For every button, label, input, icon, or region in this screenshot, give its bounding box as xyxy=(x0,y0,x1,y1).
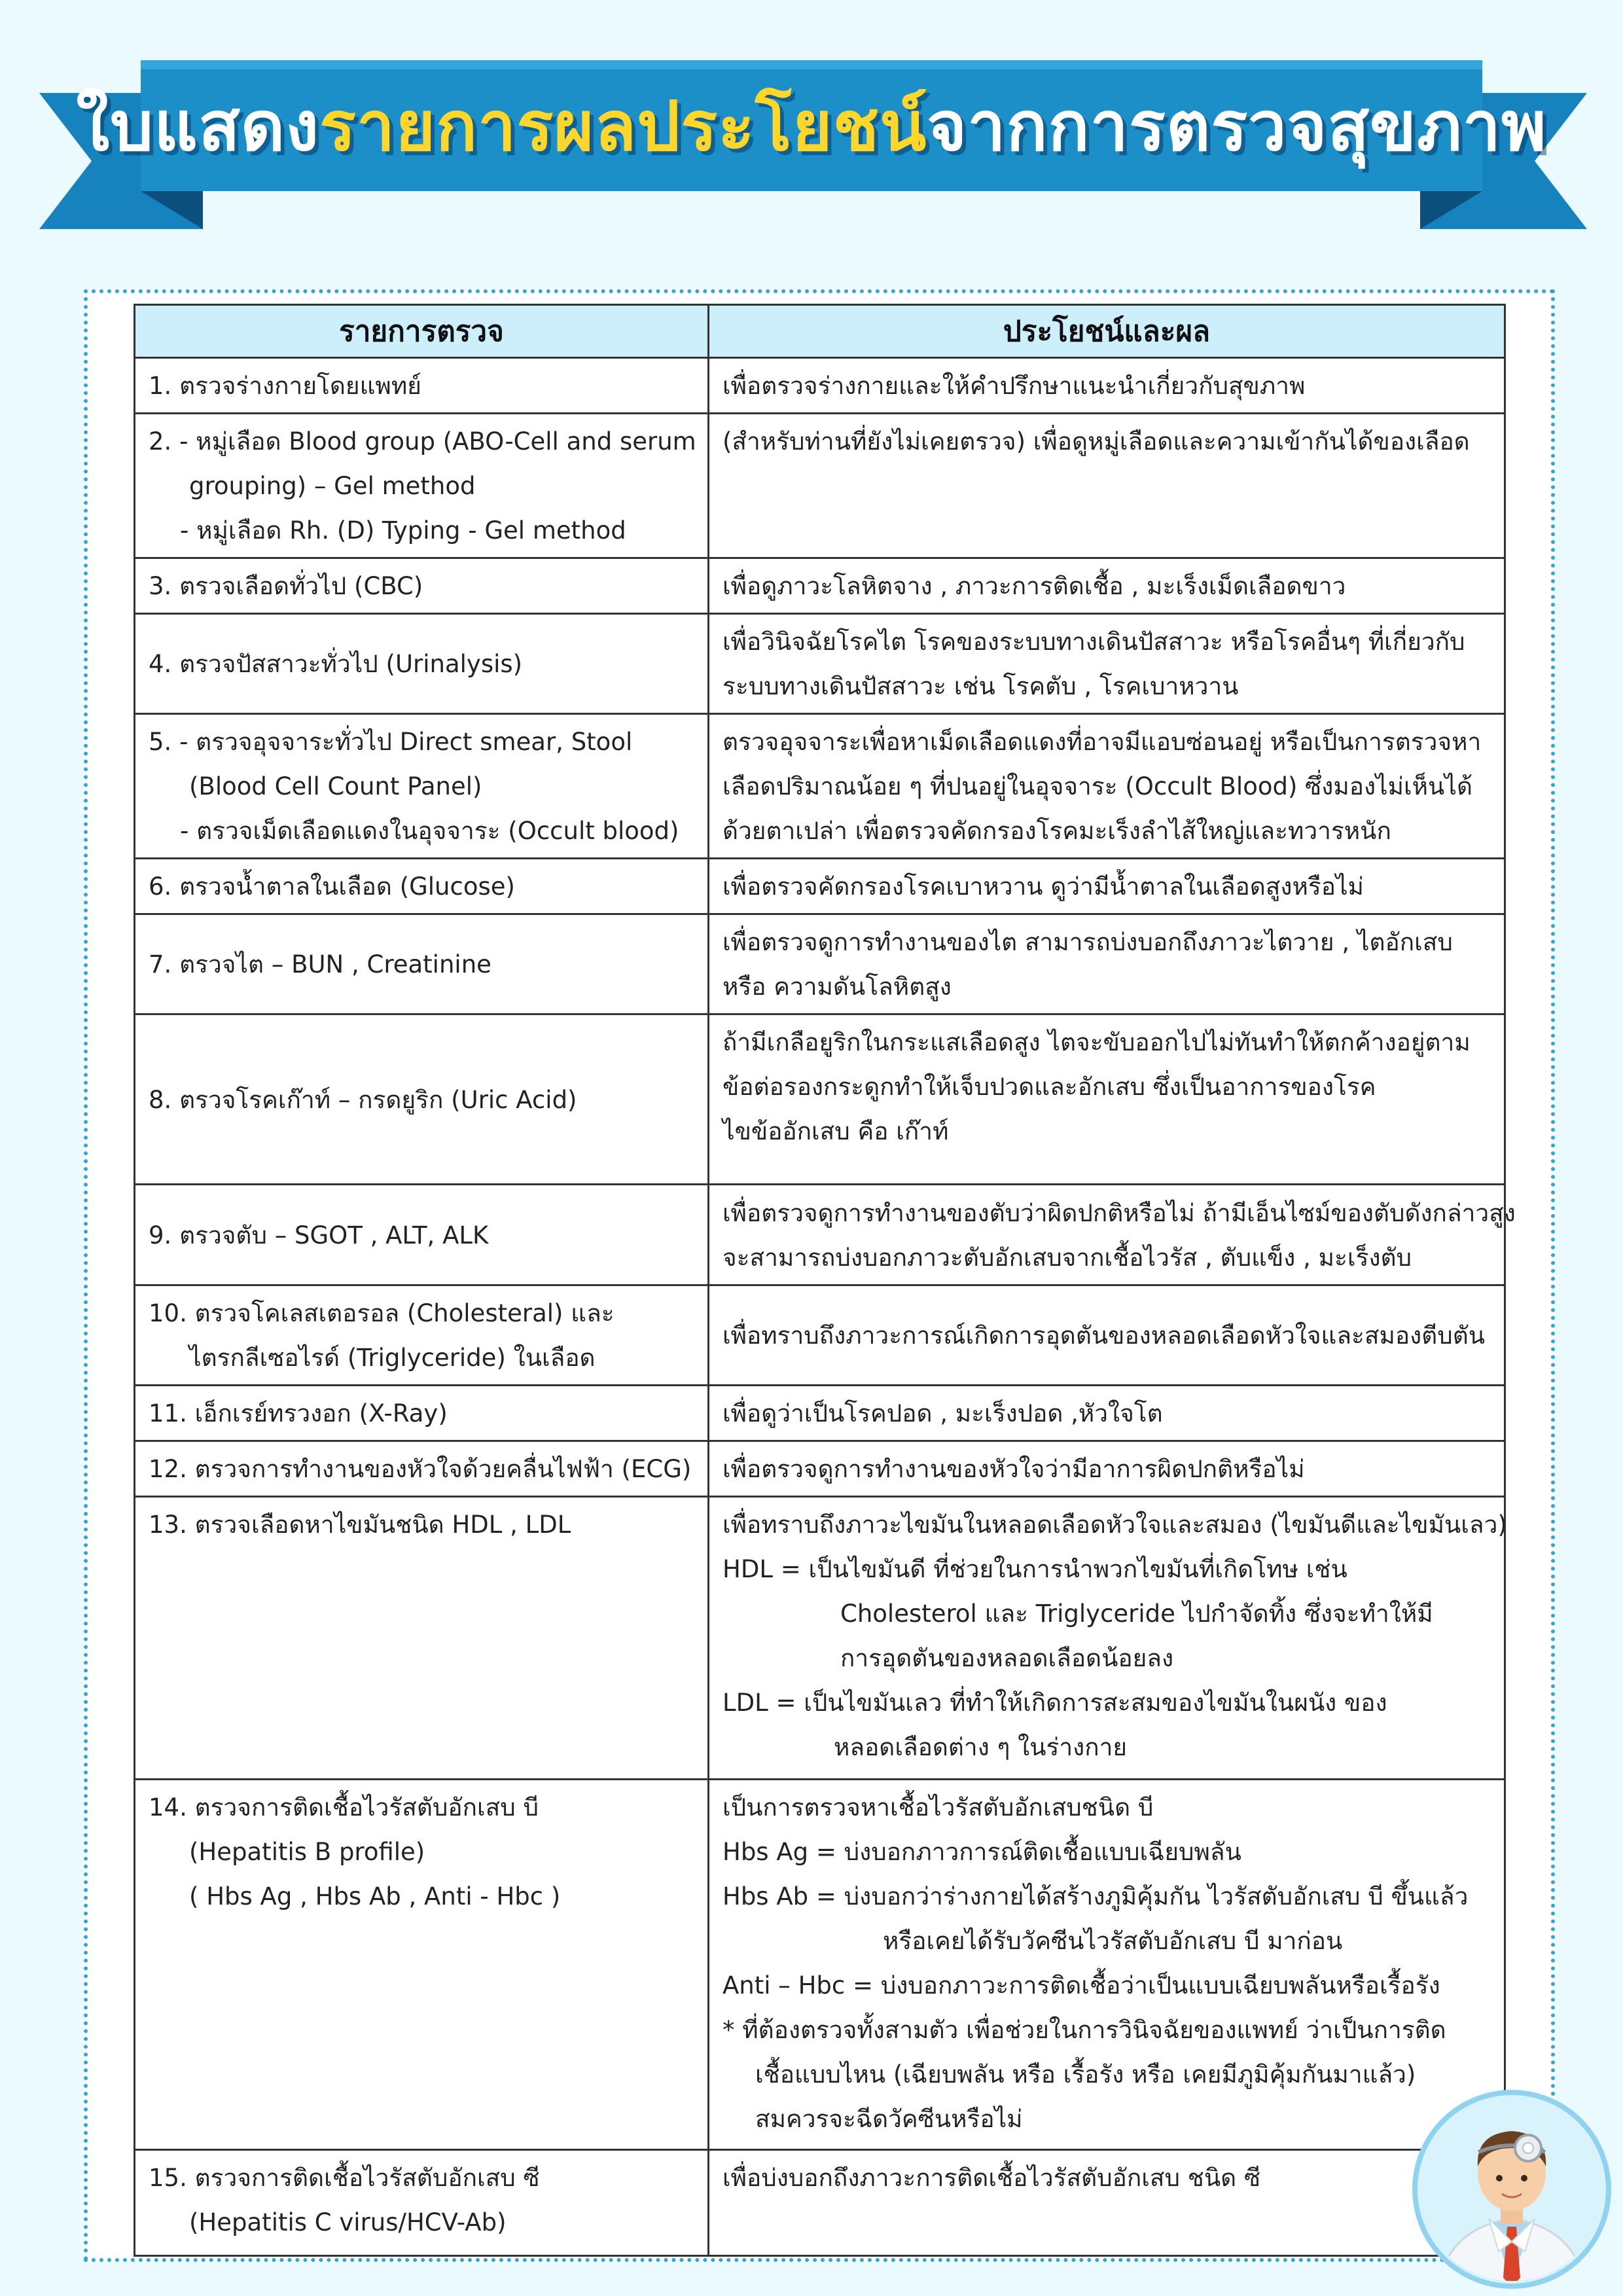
benefit-line: ด้วยตาเปล่า เพื่อตรวจคัดกรองโรคมะเร็งลำไส้ใหญ่และทวารหนัก xyxy=(722,817,1391,845)
table-row xyxy=(135,859,1505,914)
benefit-line: Hbs Ag = บ่งบอกภาวการณ์ติดเชื้อแบบเฉียบพลัน xyxy=(722,1838,1241,1866)
item-cell xyxy=(135,614,709,714)
benefit-line: สมควรจะฉีดวัคซีนหรือไม่ xyxy=(755,2105,1023,2133)
item-cell xyxy=(135,558,709,614)
benefit-line: เลือดปริมาณน้อย ๆ ที่ปนอยู่ในอุจจาระ (Occult Blood) ซึ่งมองไม่เห็นได้ xyxy=(722,772,1472,800)
header-benefits: ประโยชน์และผล xyxy=(709,305,1505,358)
item-line: 10. ตรวจโคเลสเตอรอล (Cholesteral) และ xyxy=(149,1299,615,1327)
item-cell xyxy=(135,714,709,859)
benefit-line: เพื่อดูภาวะโลหิตจาง , ภาวะการติดเชื้อ , มะเร็งเม็ดเลือดขาว xyxy=(722,572,1346,600)
benefit-cell xyxy=(709,1441,1505,1497)
table-row xyxy=(135,614,1505,714)
item-cell xyxy=(135,1780,709,2150)
item-line: (Hepatitis C virus/HCV-Ab) xyxy=(189,2208,507,2236)
benefit-line: เพื่อบ่งบอกถึงภาวะการติดเชื้อไวรัสตับอักเสบ ชนิด ซี xyxy=(722,2164,1261,2192)
benefit-line: เพื่อตรวจดูการทำงานของตับว่าผิดปกติหรือไม่ ถ้ามีเอ็นไซม์ของตับดังกล่าวสูง xyxy=(722,1198,1516,1227)
benefit-cell xyxy=(709,714,1505,859)
item-line: 13. ตรวจเลือดหาไขมันชนิด HDL , LDL xyxy=(149,1511,571,1539)
table-row xyxy=(135,1780,1505,2150)
table-row xyxy=(135,914,1505,1014)
benefit-line: Anti – Hbc = บ่งบอกภาวะการติดเชื้อว่าเป็นแบบเฉียบพลันหรือเรื้อรัง xyxy=(722,1971,1440,2000)
item-line: ไตรกลีเซอไรด์ (Triglyceride) ในเลือด xyxy=(189,1344,596,1372)
benefit-line: ตรวจอุจจาระเพื่อหาเม็ดเลือดแดงที่อาจมีแอบซ่อนอยู่ หรือเป็นการตรวจหา xyxy=(722,728,1482,756)
item-line: - ตรวจเม็ดเลือดแดงในอุจจาระ (Occult blood) xyxy=(180,817,679,845)
item-line: 14. ตรวจการติดเชื้อไวรัสตับอักเสบ บี xyxy=(149,1793,539,1821)
item-cell xyxy=(135,859,709,914)
benefit-cell xyxy=(709,1497,1505,1780)
benefit-cell xyxy=(709,414,1505,558)
benefit-line: เพื่อตรวจคัดกรองโรคเบาหวาน ดูว่ามีน้ำตาลในเลือดสูงหรือไม่ xyxy=(722,872,1364,901)
table-row xyxy=(135,1441,1505,1497)
item-line: 8. ตรวจโรคเก๊าท์ – กรดยูริก (Uric Acid) xyxy=(149,1085,577,1114)
item-line: 6. ตรวจน้ำตาลในเลือด (Glucose) xyxy=(149,872,515,901)
item-cell xyxy=(135,358,709,414)
table-row xyxy=(135,1497,1505,1780)
item-line: 12. ตรวจการทำงานของหัวใจด้วยคลื่นไฟฟ้า (ECG) xyxy=(149,1455,692,1483)
benefit-line: Cholesterol และ Triglyceride ไปกำจัดทิ้ง ซึ่งจะทำให้มี xyxy=(840,1600,1433,1628)
table-row xyxy=(135,1185,1505,1285)
benefit-cell xyxy=(709,1185,1516,1285)
benefit-line: เพื่อทราบถึงภาวะไขมันในหลอดเลือดหัวใจและสมอง (ไขมันดีและไขมันเลว) xyxy=(722,1511,1507,1539)
title-part-1: ใบแสดง xyxy=(76,86,319,166)
item-line: (Blood Cell Count Panel) xyxy=(189,772,482,800)
benefit-line: เพื่อทราบถึงภาวะการณ์เกิดการอุดตันของหลอดเลือดหัวใจและสมองตีบตัน xyxy=(722,1321,1486,1350)
item-line: grouping) – Gel method xyxy=(189,472,476,500)
item-cell xyxy=(135,1386,709,1441)
benefit-cell xyxy=(709,914,1505,1014)
benefit-line: ไขข้ออักเสบ คือ เก๊าท์ xyxy=(722,1117,949,1145)
benefit-line: หลอดเลือดต่าง ๆ ในร่างกาย xyxy=(834,1733,1128,1761)
item-line: ( Hbs Ag , Hbs Ab , Anti - Hbc ) xyxy=(189,1882,561,1910)
item-cell xyxy=(135,414,709,558)
benefit-cell xyxy=(709,558,1505,614)
benefit-line: หรือเคยได้รับวัคซีนไวรัสตับอักเสบ บี มาก่อน xyxy=(883,1927,1343,1955)
title-part-2: จากการตรวจสุขภาพ xyxy=(927,86,1547,166)
benefit-line: HDL = เป็นไขมันดี ที่ช่วยในการนำพวกไขมันที่เกิดโทษ เช่น xyxy=(722,1555,1347,1583)
item-cell xyxy=(135,1441,709,1497)
item-line: 5. - ตรวจอุจจาระทั่วไป Direct smear, Stool xyxy=(149,728,633,756)
item-cell xyxy=(135,914,709,1014)
benefit-cell xyxy=(709,2150,1505,2256)
item-line: 15. ตรวจการติดเชื้อไวรัสตับอักเสบ ซี xyxy=(149,2164,540,2192)
table-row xyxy=(135,1386,1505,1441)
table-row xyxy=(135,714,1505,859)
benefit-cell xyxy=(709,358,1505,414)
benefit-line: LDL = เป็นไขมันเลว ที่ทำให้เกิดการสะสมของไขมันในผนัง ของ xyxy=(722,1689,1387,1717)
item-line: 7. ตรวจไต – BUN , Creatinine xyxy=(149,950,491,978)
item-cell xyxy=(135,1285,709,1386)
benefit-cell xyxy=(709,859,1505,914)
benefit-line: * ที่ต้องตรวจทั้งสามตัว เพื่อช่วยในการวินิจฉัยของแพทย์ ว่าเป็นการติด xyxy=(722,2016,1446,2044)
table-header-row xyxy=(135,305,1505,358)
item-line: 2. - หมู่เลือด Blood group (ABO-Cell and serum xyxy=(149,427,696,456)
benefit-line: ระบบทางเดินปัสสาวะ เช่น โรคตับ , โรคเบาหวาน xyxy=(722,672,1239,700)
item-line: 9. ตรวจตับ – SGOT , ALT, ALK xyxy=(149,1221,489,1249)
item-cell xyxy=(135,1497,709,1780)
benefit-cell xyxy=(709,1014,1505,1185)
title-highlight: รายการผลประโยชน์ xyxy=(319,86,927,166)
benefit-line: การอุดตันของหลอดเลือดน้อยลง xyxy=(840,1644,1174,1672)
benefit-line: เชื้อแบบไหน (เฉียบพลัน หรือ เรื้อรัง หรือ เคยมีภูมิคุ้มกันมาแล้ว) xyxy=(755,2060,1416,2089)
benefit-line: เพื่อตรวจร่างกายและให้คำปรึกษาแนะนำเกี่ยวกับสุขภาพ xyxy=(722,372,1306,400)
doctor-avatar xyxy=(1410,2088,1613,2291)
item-line: (Hepatitis B profile) xyxy=(189,1838,425,1866)
table-row xyxy=(135,2150,1505,2256)
table-row xyxy=(135,1014,1505,1185)
item-line: 1. ตรวจร่างกายโดยแพทย์ xyxy=(149,372,421,400)
table-row xyxy=(135,414,1505,558)
item-cell xyxy=(135,1185,709,1285)
header-items: รายการตรวจ xyxy=(135,305,709,358)
benefit-line: ข้อต่อรองกระดูกทำให้เจ็บปวดและอักเสบ ซึ่งเป็นอาการของโรค xyxy=(722,1073,1376,1101)
benefit-cell xyxy=(709,1386,1505,1441)
benefit-line: (สำหรับท่านที่ยังไม่เคยตรวจ) เพื่อดูหมู่เลือดและความเข้ากันได้ของเลือด xyxy=(722,427,1470,456)
benefit-line: เพื่อดูว่าเป็นโรคปอด , มะเร็งปอด ,หัวใจโต xyxy=(722,1399,1163,1427)
table-row xyxy=(135,358,1505,414)
item-line: 4. ตรวจปัสสาวะทั่วไป (Urinalysis) xyxy=(149,650,523,678)
benefit-line: เป็นการตรวจหาเชื้อไวรัสตับอักเสบชนิด บี xyxy=(722,1793,1154,1821)
table-row xyxy=(135,1285,1505,1386)
item-line: - หมู่เลือด Rh. (D) Typing - Gel method xyxy=(180,516,626,545)
table-row xyxy=(135,558,1505,614)
benefit-line: Hbs Ab = บ่งบอกว่าร่างกายได้สร้างภูมิคุ้มกัน ไวรัสตับอักเสบ บี ขึ้นแล้ว xyxy=(722,1882,1469,1910)
benefit-line: เพื่อวินิจฉัยโรคไต โรคของระบบทางเดินปัสสาวะ หรือโรคอื่นๆ ที่เกี่ยวกับ xyxy=(722,628,1465,656)
item-cell xyxy=(135,2150,709,2256)
benefit-line: จะสามารถบ่งบอกภาวะตับอักเสบจากเชื้อไวรัส , ตับแข็ง , มะเร็งตับ xyxy=(722,1243,1412,1272)
page-title xyxy=(76,60,1547,191)
benefit-line: เพื่อตรวจดูการทำงานของไต สามารถบ่งบอกถึงภาวะไตวาย , ไตอักเสบ xyxy=(722,928,1453,956)
title-banner xyxy=(0,0,1623,249)
benefit-cell xyxy=(709,1285,1505,1386)
benefit-cell xyxy=(709,614,1505,714)
benefit-line: เพื่อตรวจดูการทำงานของหัวใจว่ามีอาการผิดปกติหรือไม่ xyxy=(722,1455,1305,1483)
item-line: 11. เอ็กเรย์ทรวงอก (X-Ray) xyxy=(149,1399,448,1427)
item-cell xyxy=(135,1014,709,1185)
benefit-line: ถ้ามีเกลือยูริกในกระแสเลือดสูง ไตจะขับออกไปไม่ทันทำให้ตกค้างอยู่ตาม xyxy=(722,1028,1471,1056)
benefit-line: หรือ ความดันโลหิตสูง xyxy=(722,973,952,1001)
benefits-table xyxy=(134,304,1516,2257)
item-line: 3. ตรวจเลือดทั่วไป (CBC) xyxy=(149,572,423,600)
benefit-cell xyxy=(709,1780,1505,2150)
doctor-icon xyxy=(1410,2088,1613,2291)
